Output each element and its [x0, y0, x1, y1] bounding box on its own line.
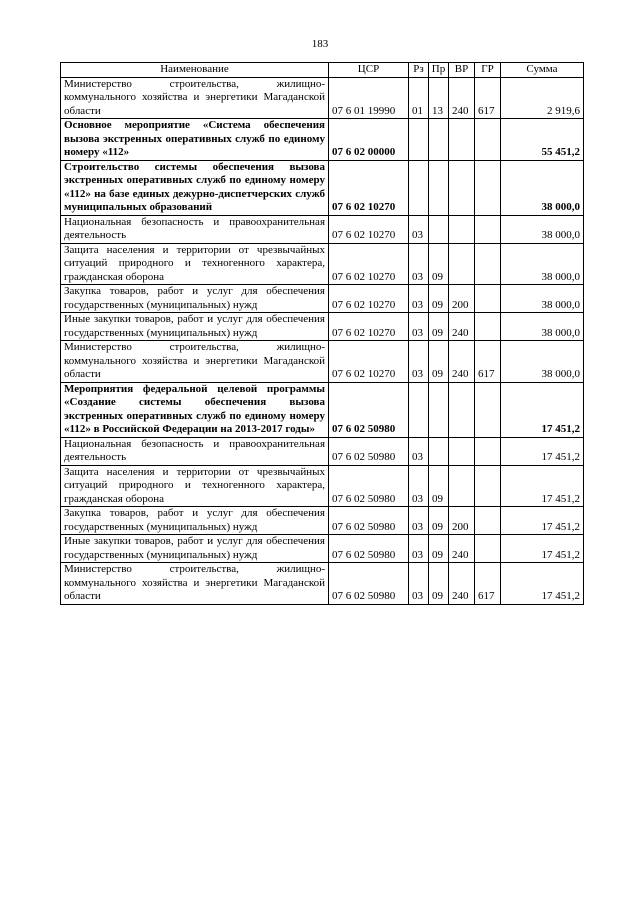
row-name-cell: Закупка товаров, работ и услуг для обеспечения государственных (муниципальных) нужд: [61, 285, 329, 313]
header-name: Наименование: [61, 63, 329, 78]
header-rz: Рз: [409, 63, 429, 78]
table-row: [61, 313, 584, 341]
row-pr-cell: 09: [429, 341, 449, 383]
table-row: [61, 160, 584, 215]
row-csr-cell: 07 6 02 10270: [329, 243, 409, 285]
row-gr-cell: [475, 285, 501, 313]
row-csr-cell: 07 6 02 10270: [329, 313, 409, 341]
row-csr-cell: 07 6 01 19990: [329, 77, 409, 119]
row-rz-cell: [409, 160, 429, 215]
row-rz-cell: 03: [409, 313, 429, 341]
row-gr-cell: [475, 382, 501, 437]
row-sum-cell: 17 451,2: [501, 437, 584, 465]
row-vr-cell: [449, 243, 475, 285]
table-row: [61, 465, 584, 507]
row-gr-cell: [475, 243, 501, 285]
row-gr-cell: 617: [475, 563, 501, 605]
row-csr-cell: 07 6 02 10270: [329, 160, 409, 215]
table-row: [61, 77, 584, 119]
table-row: [61, 243, 584, 285]
row-gr-cell: [475, 160, 501, 215]
row-pr-cell: [429, 119, 449, 161]
row-gr-cell: [475, 535, 501, 563]
row-rz-cell: 03: [409, 215, 429, 243]
row-csr-cell: 07 6 02 50980: [329, 465, 409, 507]
row-sum-cell: 55 451,2: [501, 119, 584, 161]
table-row: [61, 535, 584, 563]
row-name-cell: Закупка товаров, работ и услуг для обеспечения государственных (муниципальных) нужд: [61, 507, 329, 535]
row-sum-cell: 38 000,0: [501, 285, 584, 313]
table-row: [61, 285, 584, 313]
row-vr-cell: 240: [449, 535, 475, 563]
row-pr-cell: [429, 437, 449, 465]
row-gr-cell: [475, 465, 501, 507]
row-name-cell: Иные закупки товаров, работ и услуг для обеспечения государственных (муниципальных) нужд: [61, 313, 329, 341]
row-sum-cell: 38 000,0: [501, 160, 584, 215]
row-name-cell: Иные закупки товаров, работ и услуг для обеспечения государственных (муниципальных) нужд: [61, 535, 329, 563]
row-rz-cell: 03: [409, 507, 429, 535]
table-body: [61, 77, 584, 604]
table-row: [61, 215, 584, 243]
row-csr-cell: 07 6 02 50980: [329, 437, 409, 465]
table-row: [61, 119, 584, 161]
row-vr-cell: 240: [449, 77, 475, 119]
row-rz-cell: [409, 382, 429, 437]
row-pr-cell: 09: [429, 243, 449, 285]
row-rz-cell: 03: [409, 285, 429, 313]
table-header-row: [61, 63, 584, 78]
row-gr-cell: 617: [475, 341, 501, 383]
row-csr-cell: 07 6 02 10270: [329, 215, 409, 243]
row-vr-cell: [449, 437, 475, 465]
row-name-cell: Защита населения и территории от чрезвычайных ситуаций природного и техногенного характера, гражданская оборона: [61, 465, 329, 507]
table-row: [61, 341, 584, 383]
table-row: [61, 382, 584, 437]
table-row: [61, 437, 584, 465]
row-pr-cell: 13: [429, 77, 449, 119]
row-vr-cell: [449, 465, 475, 507]
row-pr-cell: [429, 215, 449, 243]
row-name-cell: Основное мероприятие «Система обеспечения вызова экстренных оперативных служб по единому номеру «112»: [61, 119, 329, 161]
row-csr-cell: 07 6 02 00000: [329, 119, 409, 161]
row-gr-cell: [475, 215, 501, 243]
budget-table: [60, 62, 584, 605]
row-csr-cell: 07 6 02 50980: [329, 382, 409, 437]
row-sum-cell: 38 000,0: [501, 243, 584, 285]
header-sum: Сумма: [501, 63, 584, 78]
row-csr-cell: 07 6 02 50980: [329, 563, 409, 605]
row-pr-cell: [429, 160, 449, 215]
row-rz-cell: [409, 119, 429, 161]
row-pr-cell: 09: [429, 535, 449, 563]
row-sum-cell: 38 000,0: [501, 313, 584, 341]
row-name-cell: Министерство строительства, жилищно-коммунального хозяйства и энергетики Магаданской области: [61, 341, 329, 383]
row-gr-cell: [475, 119, 501, 161]
row-name-cell: Строительство системы обеспечения вызова экстренных оперативных служб по единому номеру «112» на базе единых дежурно-диспетчерских служб муниципальных образований: [61, 160, 329, 215]
header-pr: Пр: [429, 63, 449, 78]
row-rz-cell: 03: [409, 341, 429, 383]
page-number: 183: [311, 38, 329, 50]
row-vr-cell: [449, 215, 475, 243]
row-rz-cell: 03: [409, 243, 429, 285]
row-name-cell: Министерство строительства, жилищно-коммунального хозяйства и энергетики Магаданской области: [61, 77, 329, 119]
row-vr-cell: 200: [449, 285, 475, 313]
row-csr-cell: 07 6 02 50980: [329, 535, 409, 563]
row-name-cell: Защита населения и территории от чрезвычайных ситуаций природного и техногенного характера, гражданская оборона: [61, 243, 329, 285]
row-rz-cell: 03: [409, 437, 429, 465]
row-pr-cell: 09: [429, 285, 449, 313]
row-name-cell: Министерство строительства, жилищно-коммунального хозяйства и энергетики Магаданской области: [61, 563, 329, 605]
row-sum-cell: 38 000,0: [501, 215, 584, 243]
row-csr-cell: 07 6 02 10270: [329, 341, 409, 383]
row-gr-cell: [475, 437, 501, 465]
row-rz-cell: 03: [409, 563, 429, 605]
row-sum-cell: 17 451,2: [501, 535, 584, 563]
row-vr-cell: 240: [449, 341, 475, 383]
row-pr-cell: [429, 382, 449, 437]
row-gr-cell: 617: [475, 77, 501, 119]
row-vr-cell: [449, 382, 475, 437]
row-pr-cell: 09: [429, 507, 449, 535]
row-sum-cell: 17 451,2: [501, 382, 584, 437]
header-gr: ГР: [475, 63, 501, 78]
row-sum-cell: 38 000,0: [501, 341, 584, 383]
row-sum-cell: 17 451,2: [501, 563, 584, 605]
row-vr-cell: [449, 160, 475, 215]
row-csr-cell: 07 6 02 50980: [329, 507, 409, 535]
table-row: [61, 507, 584, 535]
row-pr-cell: 09: [429, 563, 449, 605]
row-rz-cell: 03: [409, 535, 429, 563]
row-name-cell: Национальная безопасность и правоохранительная деятельность: [61, 437, 329, 465]
row-rz-cell: 03: [409, 465, 429, 507]
row-name-cell: Мероприятия федеральной целевой программы «Создание системы обеспечения вызова экстренных оперативных служб по единому номеру «112» в Российской Федерации на 2013-2017 годы»: [61, 382, 329, 437]
row-rz-cell: 01: [409, 77, 429, 119]
row-pr-cell: 09: [429, 313, 449, 341]
row-vr-cell: [449, 119, 475, 161]
row-pr-cell: 09: [429, 465, 449, 507]
row-csr-cell: 07 6 02 10270: [329, 285, 409, 313]
header-vr: ВР: [449, 63, 475, 78]
row-sum-cell: 2 919,6: [501, 77, 584, 119]
table-row: [61, 563, 584, 605]
row-name-cell: Национальная безопасность и правоохранительная деятельность: [61, 215, 329, 243]
header-csr: ЦСР: [329, 63, 409, 78]
row-vr-cell: 200: [449, 507, 475, 535]
row-gr-cell: [475, 313, 501, 341]
row-sum-cell: 17 451,2: [501, 507, 584, 535]
row-vr-cell: 240: [449, 313, 475, 341]
row-gr-cell: [475, 507, 501, 535]
row-sum-cell: 17 451,2: [501, 465, 584, 507]
row-vr-cell: 240: [449, 563, 475, 605]
